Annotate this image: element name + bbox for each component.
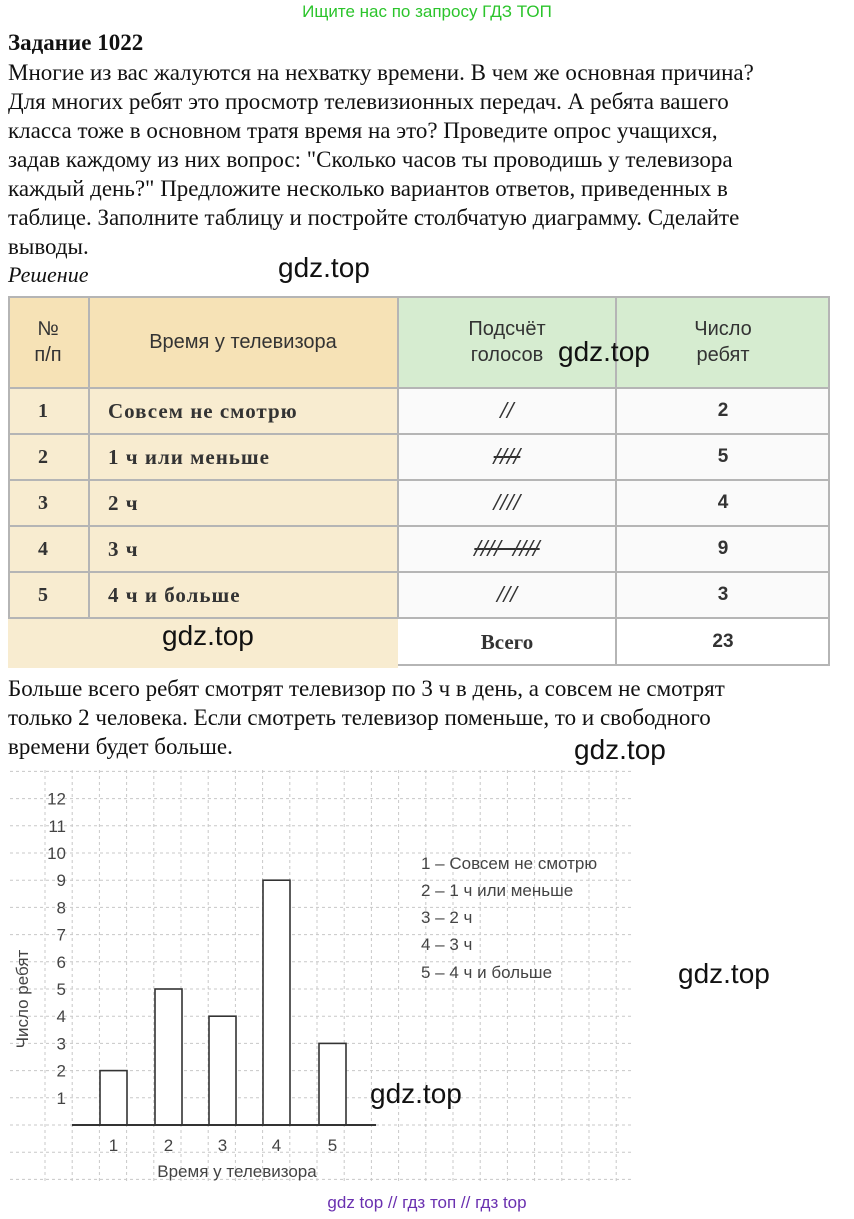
y-tick-label: 3 [56, 1034, 66, 1054]
total-label: Всего [480, 629, 534, 654]
row-time: 4 ч и больше [108, 582, 241, 607]
x-axis-label: Время у телевизора [157, 1162, 317, 1181]
y-tick-label: 2 [56, 1061, 66, 1081]
task-line: выводы. [8, 234, 89, 259]
x-tick-label: 3 [217, 1136, 228, 1155]
tally-marks: //// //// [474, 535, 540, 562]
row-count: 3 [717, 584, 729, 605]
header-num: № п/п [34, 318, 62, 366]
row-tally: // [500, 397, 514, 424]
task-line: класса тоже в основном тратя время на это? Проведите опрос учащихся, [8, 118, 718, 143]
x-tick-label: 4 [271, 1136, 282, 1155]
row-tally [398, 526, 616, 572]
row-num: 1 [38, 399, 48, 422]
conclusion-text [8, 674, 848, 761]
footer-links[interactable]: gdz top // гдз топ // гдз top [327, 1193, 527, 1212]
row-count: 2 [717, 400, 729, 421]
task-title: Задание 1022 [8, 30, 144, 55]
survey-table [8, 296, 830, 668]
row-num: 2 [38, 445, 48, 468]
y-tick-label: 4 [56, 1007, 66, 1027]
row-count: 9 [717, 538, 729, 559]
legend-item: 2 – 1 ч или меньше [421, 881, 574, 900]
row-time: Совсем не смотрю [108, 398, 298, 423]
bar [209, 1016, 236, 1125]
row-tally: //// [493, 489, 521, 516]
row-time: 3 ч [108, 536, 139, 561]
row-time: 1 ч или меньше [108, 444, 270, 469]
header-time: Время у телевизора [149, 331, 337, 353]
header-count: Число ребят [694, 318, 752, 366]
x-tick-label: 2 [163, 1136, 174, 1155]
bar-chart [10, 764, 632, 1189]
top-banner: Ищите нас по запросу ГДЗ ТОП [302, 2, 552, 21]
task-line: задав каждому из них вопрос: "Сколько часов ты проводишь у телевизора [8, 147, 733, 172]
header-tally: Подсчёт голосов [468, 318, 546, 366]
task-line: Для многих ребят это просмотр телевизионных передач. А ребята вашего [8, 89, 729, 114]
total-value: 23 [712, 631, 734, 652]
chart-bars [100, 880, 346, 1125]
task-line: каждый день?" Предложите несколько вариантов ответов, приведенных в [8, 176, 728, 201]
legend-item: 1 – Совсем не смотрю [421, 854, 598, 873]
legend-item: 4 – 3 ч [421, 935, 473, 954]
y-tick-label: 5 [56, 980, 66, 999]
bar [263, 880, 290, 1125]
legend-item: 3 – 2 ч [421, 908, 473, 927]
y-tick-label: 9 [56, 871, 66, 891]
solution-label: Решение [8, 262, 89, 287]
row-tally: //// [493, 443, 521, 470]
chart-y-ticks [47, 790, 66, 1108]
y-tick-label: 11 [48, 816, 66, 836]
y-tick-label: 12 [47, 789, 66, 809]
watermark: gdz.top [574, 734, 666, 765]
watermark: gdz.top [162, 620, 254, 651]
conclusion-line: времени будет больше. [8, 734, 233, 759]
x-tick-label: 5 [327, 1136, 338, 1155]
task-text [8, 58, 848, 261]
row-num: 4 [38, 537, 48, 560]
watermark: gdz.top [278, 252, 370, 283]
row-tally: /// [496, 581, 517, 608]
row-time: 2 ч [108, 490, 139, 515]
watermark: gdz.top [558, 336, 650, 367]
task-line: таблице. Заполните таблицу и постройте столбчатую диаграмму. Сделайте [8, 205, 740, 230]
task-line: Многие из вас жалуются на нехватку времени. В чем же основная причина? [8, 60, 754, 85]
chart-legend [421, 854, 597, 982]
watermark: gdz.top [678, 958, 770, 989]
y-tick-label: 8 [56, 898, 66, 918]
row-count: 5 [717, 446, 729, 467]
row-num: 5 [38, 583, 48, 606]
conclusion-line: Больше всего ребят смотрят телевизор по 3 ч в день, а совсем не смотрят [8, 676, 725, 701]
x-tick-label: 1 [108, 1136, 119, 1155]
conclusion-line: только 2 человека. Если смотреть телевизор поменьше, то и свободного [8, 705, 711, 730]
bar [155, 989, 182, 1125]
y-tick-label: 10 [47, 844, 66, 863]
watermark: gdz.top [370, 1078, 462, 1109]
y-tick-label: 7 [56, 925, 66, 945]
bar [100, 1071, 127, 1125]
y-tick-label: 1 [56, 1088, 66, 1108]
y-tick-label: 6 [56, 952, 66, 972]
row-count: 4 [717, 492, 729, 513]
bar [319, 1043, 346, 1125]
y-axis-label: Число ребят [13, 949, 32, 1049]
row-num: 3 [38, 491, 48, 514]
legend-item: 5 – 4 ч и больше [421, 963, 553, 982]
